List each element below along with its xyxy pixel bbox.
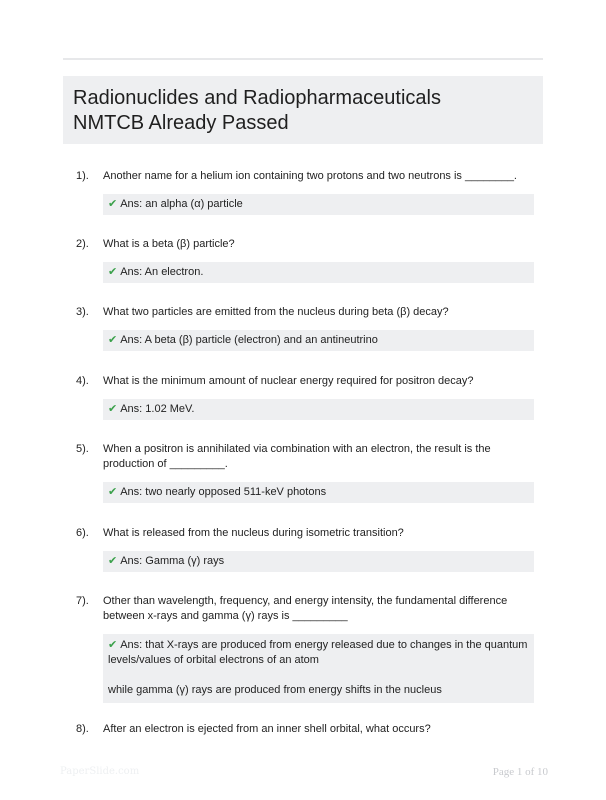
title-line-2: NMTCB Already Passed bbox=[73, 112, 289, 134]
question-text: What is released from the nucleus during isometric transition? bbox=[103, 527, 404, 539]
question-text: What is the minimum amount of nuclear energy required for positron decay? bbox=[103, 375, 474, 387]
question-text: What is a beta (β) particle? bbox=[103, 238, 235, 250]
check-icon: ✔ bbox=[108, 639, 118, 651]
question-number: 3). bbox=[76, 306, 89, 318]
answer-text: Ans: two nearly opposed 511-keV photons bbox=[120, 486, 327, 498]
check-icon: ✔ bbox=[108, 403, 118, 415]
check-icon: ✔ bbox=[108, 555, 118, 567]
answer-box bbox=[103, 262, 534, 283]
answer-text: Ans: An electron. bbox=[120, 266, 204, 278]
question-number: 7). bbox=[76, 595, 89, 607]
question-text: Another name for a helium ion containing two protons and two neutrons is ________. bbox=[103, 170, 517, 182]
answer-text-continued: while gamma (γ) rays are produced from energy shifts in the nucleus bbox=[108, 684, 442, 696]
question-number: 8). bbox=[76, 723, 89, 735]
page-number: Page 1 of 10 bbox=[492, 766, 548, 778]
question-number: 6). bbox=[76, 527, 89, 539]
answer-box bbox=[103, 399, 534, 420]
answer-box bbox=[103, 634, 534, 703]
question-text: After an electron is ejected from an inner shell orbital, what occurs? bbox=[103, 723, 431, 735]
title-line-1: Radionuclides and Radiopharmaceuticals bbox=[73, 87, 441, 109]
answer-box bbox=[103, 194, 534, 215]
answer-text: Ans: Gamma (γ) rays bbox=[120, 555, 225, 567]
answer-box bbox=[103, 330, 534, 351]
check-icon: ✔ bbox=[108, 198, 118, 210]
answer-text: Ans: that X-rays are produced from energy released due to changes in the quantum levels/values of orbital electrons of an atom bbox=[108, 639, 528, 666]
answer-text: Ans: an alpha (α) particle bbox=[120, 198, 243, 210]
check-icon: ✔ bbox=[108, 334, 118, 346]
check-icon: ✔ bbox=[108, 486, 118, 498]
answer-box bbox=[103, 482, 534, 503]
question-number: 4). bbox=[76, 375, 89, 387]
question-number: 5). bbox=[76, 443, 89, 455]
question-text: What two particles are emitted from the nucleus during beta (β) decay? bbox=[103, 306, 449, 318]
question-text: When a positron is annihilated via combination with an electron, the result is the production of _________. bbox=[103, 443, 491, 470]
question-number: 2). bbox=[76, 238, 89, 250]
answer-box bbox=[103, 551, 534, 572]
check-icon: ✔ bbox=[108, 266, 118, 278]
question-text: Other than wavelength, frequency, and energy intensity, the fundamental difference between x-rays and gamma (γ) rays is _________ bbox=[103, 595, 508, 622]
answer-text: Ans: 1.02 MeV. bbox=[120, 403, 195, 415]
question-number: 1). bbox=[76, 170, 89, 182]
footer-watermark: PaperSlide.com bbox=[60, 766, 140, 777]
answer-text: Ans: A beta (β) particle (electron) and an antineutrino bbox=[120, 334, 378, 346]
